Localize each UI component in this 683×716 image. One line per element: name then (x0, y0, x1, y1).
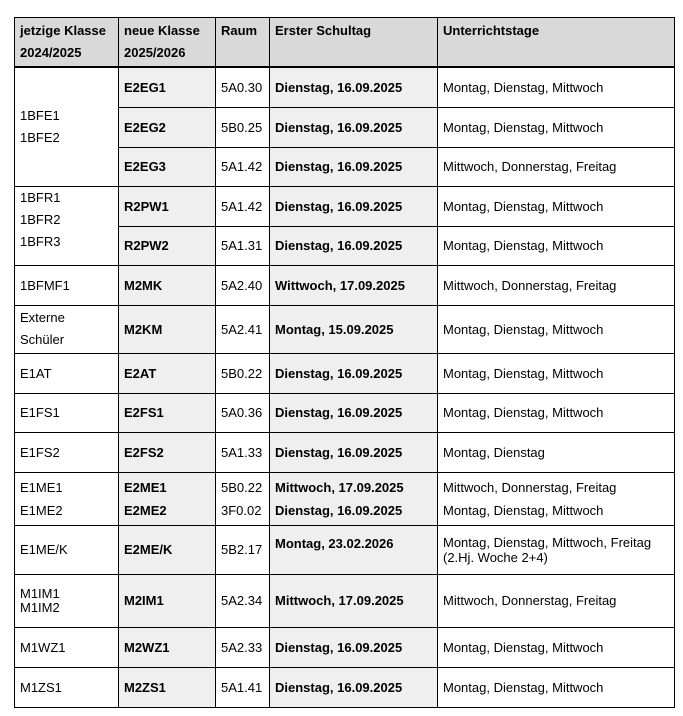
table-row (15, 472, 675, 525)
class-schedule-table (14, 17, 675, 708)
new-class-cell: M2IM1 (119, 574, 216, 627)
new-class-cell: M2KM (119, 305, 216, 353)
first-day-cell: Dienstag, 16.09.2025 (270, 147, 438, 186)
current-class-cell: E1ME1 E1ME2 (15, 472, 119, 525)
first-day-cell: Mittwoch, 17.09.2025 Dienstag, 16.09.2025 (270, 472, 438, 525)
teaching-days-cell: Montag, Dienstag, Mittwoch (438, 186, 675, 226)
first-day-cell: Dienstag, 16.09.2025 (270, 667, 438, 707)
room-cell: 5A2.41 (216, 305, 270, 353)
room-cell: 5A2.33 (216, 627, 270, 667)
table-header-row (15, 18, 675, 68)
first-day-cell: Dienstag, 16.09.2025 (270, 107, 438, 147)
table-row (15, 393, 675, 432)
table-row (15, 525, 675, 574)
current-class-cell: 1BFR1 1BFR2 1BFR3 (15, 186, 119, 265)
new-class-cell: R2PW2 (119, 226, 216, 265)
teaching-days-cell: Montag, Dienstag, Mittwoch (438, 107, 675, 147)
first-day-cell: Dienstag, 16.09.2025 (270, 353, 438, 393)
room-cell: 5A1.42 (216, 147, 270, 186)
room-cell: 5A1.42 (216, 186, 270, 226)
room-cell: 5A1.41 (216, 667, 270, 707)
current-class-cell: E1ME/K (15, 525, 119, 574)
table-row (15, 305, 675, 353)
room-cell: 5A0.30 (216, 67, 270, 107)
teaching-days-cell: Montag, Dienstag (438, 432, 675, 472)
room-cell: 5A1.31 (216, 226, 270, 265)
first-day-cell: Dienstag, 16.09.2025 (270, 226, 438, 265)
first-day-cell: Montag, 15.09.2025 (270, 305, 438, 353)
teaching-days-cell: Mittwoch, Donnerstag, Freitag (438, 574, 675, 627)
new-class-cell: M2MK (119, 265, 216, 305)
table-row (15, 265, 675, 305)
new-class-cell: E2ME/K (119, 525, 216, 574)
room-cell: 5A2.40 (216, 265, 270, 305)
header-room: Raum (216, 18, 270, 68)
room-cell: 5B0.22 3F0.02 (216, 472, 270, 525)
teaching-days-cell: Mittwoch, Donnerstag, Freitag Montag, Dienstag, Mittwoch (438, 472, 675, 525)
teaching-days-cell: Montag, Dienstag, Mittwoch (438, 305, 675, 353)
first-day-cell: Dienstag, 16.09.2025 (270, 393, 438, 432)
new-class-cell: E2ME1 E2ME2 (119, 472, 216, 525)
new-class-cell: E2EG1 (119, 67, 216, 107)
teaching-days-cell: Montag, Dienstag, Mittwoch (438, 226, 675, 265)
new-class-cell: E2AT (119, 353, 216, 393)
first-day-cell: Dienstag, 16.09.2025 (270, 432, 438, 472)
header-current-class: jetzige Klasse 2024/2025 (15, 18, 119, 68)
first-day-cell: Wittwoch, 17.09.2025 (270, 265, 438, 305)
teaching-days-cell: Mittwoch, Donnerstag, Freitag (438, 265, 675, 305)
new-class-cell: E2EG3 (119, 147, 216, 186)
new-class-cell: M2ZS1 (119, 667, 216, 707)
first-day-cell: Mittwoch, 17.09.2025 (270, 574, 438, 627)
first-day-cell: Dienstag, 16.09.2025 (270, 67, 438, 107)
teaching-days-cell: Montag, Dienstag, Mittwoch (438, 67, 675, 107)
first-day-cell: Montag, 23.02.2026 (270, 525, 438, 574)
table-row (15, 432, 675, 472)
teaching-days-cell: Mittwoch, Donnerstag, Freitag (438, 147, 675, 186)
new-class-cell: E2EG2 (119, 107, 216, 147)
table-row (15, 627, 675, 667)
current-class-cell: 1BFE1 1BFE2 (15, 67, 119, 186)
header-first-day: Erster Schultag (270, 18, 438, 68)
current-class-cell: 1BFMF1 (15, 265, 119, 305)
room-cell: 5B0.25 (216, 107, 270, 147)
room-cell: 5B0.22 (216, 353, 270, 393)
room-cell: 5A1.33 (216, 432, 270, 472)
teaching-days-cell: Montag, Dienstag, Mittwoch (438, 393, 675, 432)
current-class-cell: E1FS1 (15, 393, 119, 432)
header-teaching-days: Unterrichtstage (438, 18, 675, 68)
current-class-cell: E1AT (15, 353, 119, 393)
room-cell: 5A2.34 (216, 574, 270, 627)
teaching-days-cell: Montag, Dienstag, Mittwoch (438, 627, 675, 667)
new-class-cell: M2WZ1 (119, 627, 216, 667)
room-cell: 5A0.36 (216, 393, 270, 432)
teaching-days-cell: Montag, Dienstag, Mittwoch (438, 667, 675, 707)
first-day-cell: Dienstag, 16.09.2025 (270, 627, 438, 667)
table-row (15, 353, 675, 393)
current-class-cell: M1ZS1 (15, 667, 119, 707)
table-row (15, 67, 675, 107)
teaching-days-cell: Montag, Dienstag, Mittwoch, Freitag (2.Hj. Woche 2+4) (438, 525, 675, 574)
header-new-class: neue Klasse 2025/2026 (119, 18, 216, 68)
room-cell: 5B2.17 (216, 525, 270, 574)
new-class-cell: R2PW1 (119, 186, 216, 226)
current-class-cell: M1WZ1 (15, 627, 119, 667)
new-class-cell: E2FS1 (119, 393, 216, 432)
new-class-cell: E2FS2 (119, 432, 216, 472)
first-day-cell: Dienstag, 16.09.2025 (270, 186, 438, 226)
table-row (15, 186, 675, 226)
current-class-cell: M1IM1 M1IM2 (15, 574, 119, 627)
current-class-cell: E1FS2 (15, 432, 119, 472)
teaching-days-cell: Montag, Dienstag, Mittwoch (438, 353, 675, 393)
current-class-cell: Externe Schüler (15, 305, 119, 353)
table-row (15, 574, 675, 627)
table-row (15, 667, 675, 707)
